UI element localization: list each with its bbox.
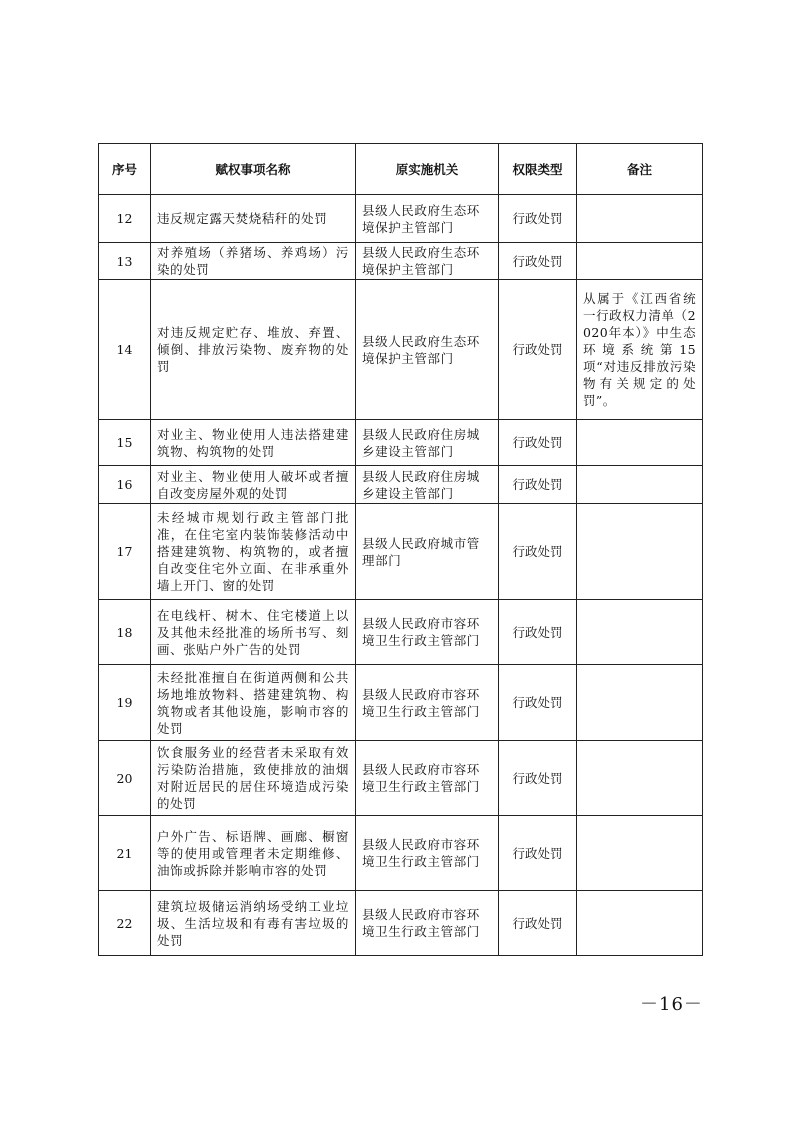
seq-cell: 21 [99,816,151,891]
note-cell [577,243,703,280]
item-cell: 对业主、物业使用人破坏或者擅自改变房屋外观的处罚 [151,466,356,504]
table-row [99,891,703,956]
org-cell: 县级人民政府生态环境保护主管部门 [356,195,499,243]
note-cell [577,600,703,665]
page-number: －16－ [640,994,703,1015]
type-cell: 行政处罚 [499,504,577,600]
item-cell: 未经城市规划行政主管部门批准，在住宅室内装饰装修活动中搭建建筑物、构筑物的，或者擅自改变住宅外立面、在非承重外墙上开门、窗的处罚 [151,504,356,600]
table-row [99,420,703,466]
note-cell: 从属于《江西省统一行政权力清单（2020年本）》中生态环境系统第15项“对违反排放污染物有关规定的处罚”。 [577,280,703,420]
note-cell [577,741,703,816]
table-row [99,600,703,665]
item-cell: 饮食服务业的经营者未采取有效污染防治措施，致使排放的油烟对附近居民的居住环境造成污染的处罚 [151,741,356,816]
org-cell: 县级人民政府市容环境卫生行政主管部门 [356,816,499,891]
table-row [99,504,703,600]
header-note: 备注 [577,144,703,195]
org-cell: 县级人民政府生态环境保护主管部门 [356,243,499,280]
org-cell: 县级人民政府城市管理部门 [356,504,499,600]
type-cell: 行政处罚 [499,280,577,420]
item-cell: 在电线杆、树木、住宅楼道上以及其他未经批准的场所书写、刻画、张贴户外广告的处罚 [151,600,356,665]
org-cell: 县级人民政府生态环境保护主管部门 [356,280,499,420]
seq-cell: 14 [99,280,151,420]
type-cell: 行政处罚 [499,600,577,665]
seq-cell: 20 [99,741,151,816]
type-cell: 行政处罚 [499,420,577,466]
note-cell [577,504,703,600]
table-row [99,195,703,243]
org-cell: 县级人民政府市容环境卫生行政主管部门 [356,600,499,665]
type-cell: 行政处罚 [499,741,577,816]
item-cell: 未经批准擅自在街道两侧和公共场地堆放物料、搭建建筑物、构筑物或者其他设施，影响市容的处罚 [151,665,356,741]
note-cell [577,420,703,466]
item-cell: 对业主、物业使用人违法搭建建筑物、构筑物的处罚 [151,420,356,466]
type-cell: 行政处罚 [499,466,577,504]
seq-cell: 12 [99,195,151,243]
seq-cell: 17 [99,504,151,600]
seq-cell: 18 [99,600,151,665]
type-cell: 行政处罚 [499,243,577,280]
header-seq: 序号 [99,144,151,195]
note-cell [577,466,703,504]
table-row [99,466,703,504]
header-org: 原实施机关 [356,144,499,195]
seq-cell: 19 [99,665,151,741]
seq-cell: 16 [99,466,151,504]
note-cell [577,665,703,741]
note-cell [577,816,703,891]
table-row [99,280,703,420]
item-cell: 违反规定露天焚烧秸秆的处罚 [151,195,356,243]
seq-cell: 22 [99,891,151,956]
seq-cell: 13 [99,243,151,280]
type-cell: 行政处罚 [499,195,577,243]
org-cell: 县级人民政府市容环境卫生行政主管部门 [356,665,499,741]
header-type: 权限类型 [499,144,577,195]
item-cell: 户外广告、标语牌、画廊、橱窗等的使用或管理者未定期维修、油饰或拆除并影响市容的处罚 [151,816,356,891]
org-cell: 县级人民政府市容环境卫生行政主管部门 [356,741,499,816]
table-header-row [99,144,703,195]
item-cell: 对养殖场（养猪场、养鸡场）污染的处罚 [151,243,356,280]
type-cell: 行政处罚 [499,891,577,956]
note-cell [577,195,703,243]
table-row [99,243,703,280]
table-row [99,741,703,816]
org-cell: 县级人民政府市容环境卫生行政主管部门 [356,891,499,956]
type-cell: 行政处罚 [499,665,577,741]
note-cell [577,891,703,956]
type-cell: 行政处罚 [499,816,577,891]
authority-table [98,143,703,956]
item-cell: 建筑垃圾储运消纳场受纳工业垃圾、生活垃圾和有毒有害垃圾的处罚 [151,891,356,956]
header-item: 赋权事项名称 [151,144,356,195]
item-cell: 对违反规定贮存、堆放、弃置、倾倒、排放污染物、废弃物的处罚 [151,280,356,420]
org-cell: 县级人民政府住房城乡建设主管部门 [356,420,499,466]
seq-cell: 15 [99,420,151,466]
org-cell: 县级人民政府住房城乡建设主管部门 [356,466,499,504]
table-row [99,816,703,891]
table-row [99,665,703,741]
